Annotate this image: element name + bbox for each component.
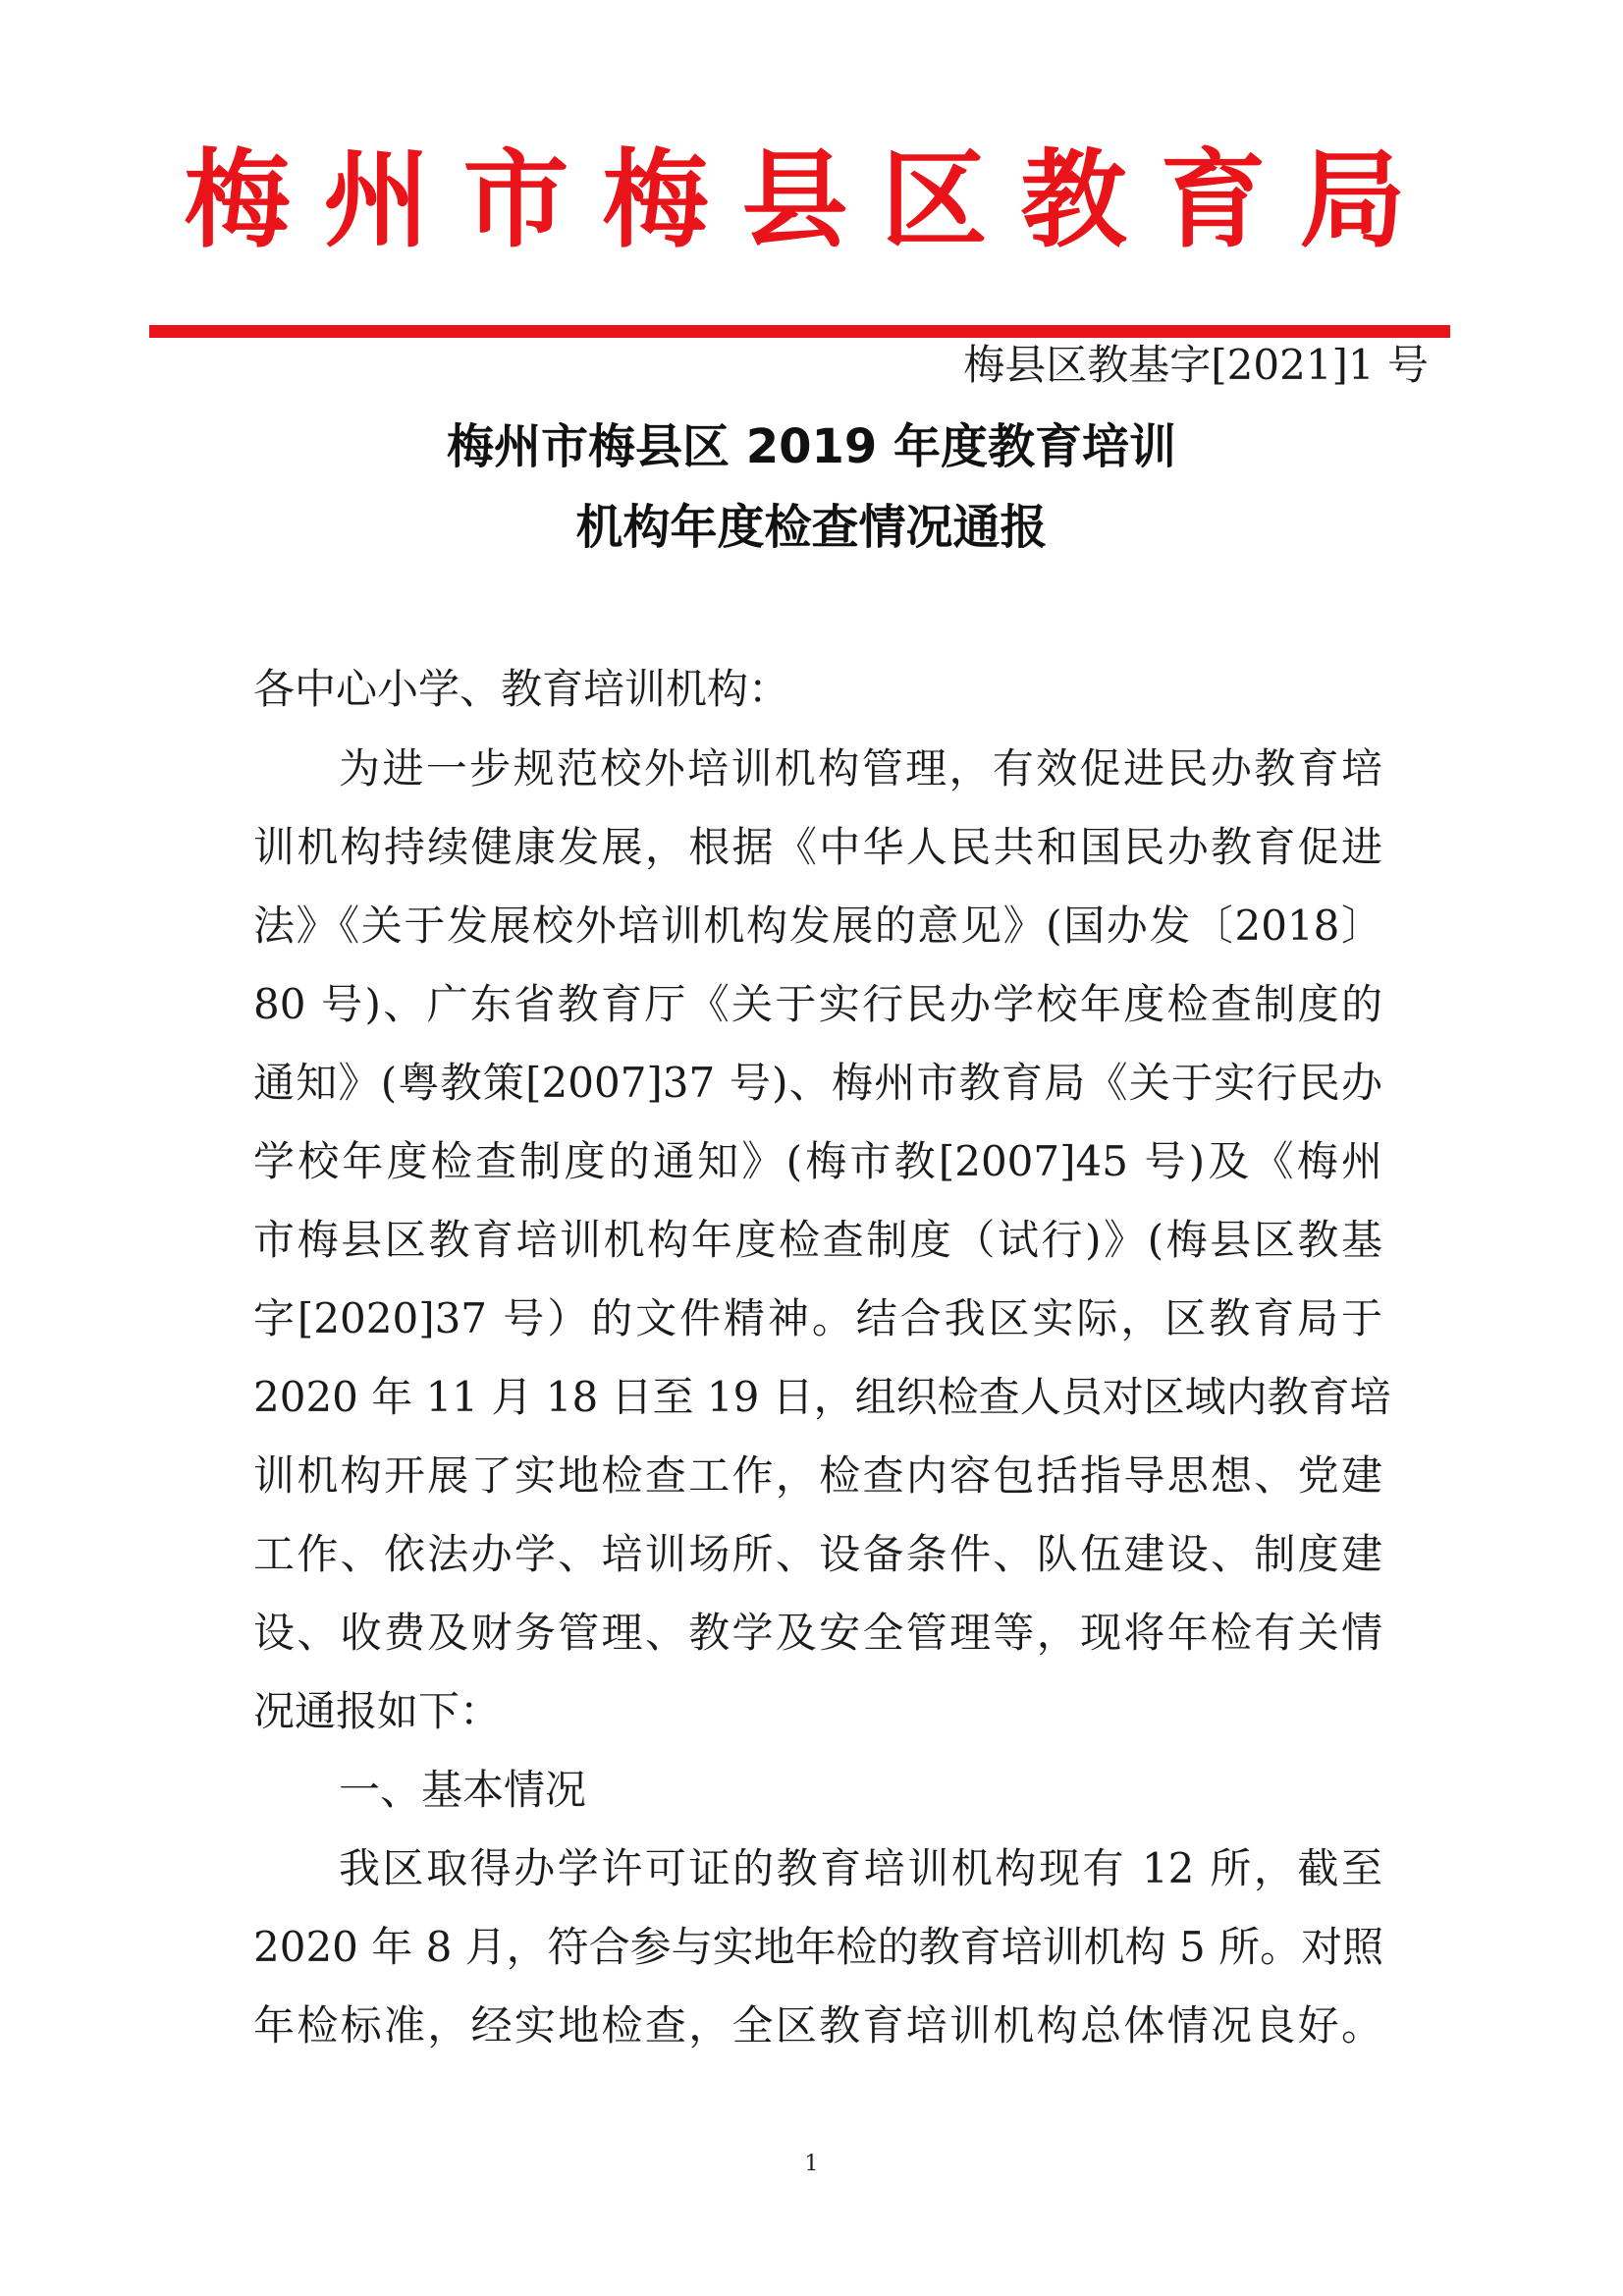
paragraph-1-line: 训机构持续健康发展，根据《中华人民共和国民办教育促进 [253, 823, 1382, 871]
paragraph-1-line: 市梅县区教育培训机构年度检查制度（试行)》(梅县区教基 [253, 1216, 1382, 1264]
document-number: 梅县区教基字[2021]1 号 [963, 341, 1429, 389]
document-title-line-2: 机构年度检查情况通报 [575, 500, 1048, 555]
paragraph-1-line: 2020 年 11 月 18 日至 19 日，组织检查人员对区域内教育培 [253, 1373, 1391, 1421]
paragraph-1-line: 字[2020]37 号）的文件精神。结合我区实际，区教育局于 [253, 1294, 1382, 1342]
paragraph-1-line: 为进一步规范校外培训机构管理，有效促进民办教育培 [339, 744, 1382, 793]
masthead-agency-name: 梅州市梅县区教育局 [184, 139, 1439, 262]
paragraph-1-line: 训机构开展了实地检查工作，检查内容包括指导思想、党建 [253, 1451, 1382, 1500]
paragraph-1-line: 设、收费及财务管理、教学及安全管理等，现将年检有关情 [253, 1609, 1382, 1657]
section-1-heading: 一、基本情况 [339, 1766, 587, 1814]
paragraph-2-line: 2020 年 8 月，符合参与实地年检的教育培训机构 5 所。对照 [253, 1923, 1384, 1971]
paragraph-2-line: 我区取得办学许可证的教育培训机构现有 12 所，截至 [339, 1844, 1382, 1892]
page-number: 1 [804, 2152, 819, 2176]
paragraph-1-line: 况通报如下： [253, 1687, 502, 1735]
paragraph-2-line: 年检标准，经实地检查，全区教育培训机构总体情况良好。 [253, 2001, 1382, 2050]
paragraph-1-line: 学校年度检查制度的通知》(梅市教[2007]45 号)及《梅州 [253, 1137, 1382, 1185]
paragraph-1-line: 工作、依法办学、培训场所、设备条件、队伍建设、制度建 [253, 1530, 1382, 1578]
paragraph-1-line: 通知》(粤教策[2007]37 号)、梅州市教育局《关于实行民办 [253, 1059, 1382, 1107]
salutation: 各中心小学、教育培训机构： [253, 665, 790, 713]
document-title-line-1: 梅州市梅县区 2019 年度教育培训 [446, 419, 1177, 474]
masthead-red-rule [149, 325, 1450, 338]
paragraph-1-line: 80 号)、广东省教育厅《关于实行民办学校年度检查制度的 [253, 980, 1382, 1028]
paragraph-1-line: 法》《关于发展校外培训机构发展的意见》(国办发〔2018〕 [253, 902, 1382, 950]
